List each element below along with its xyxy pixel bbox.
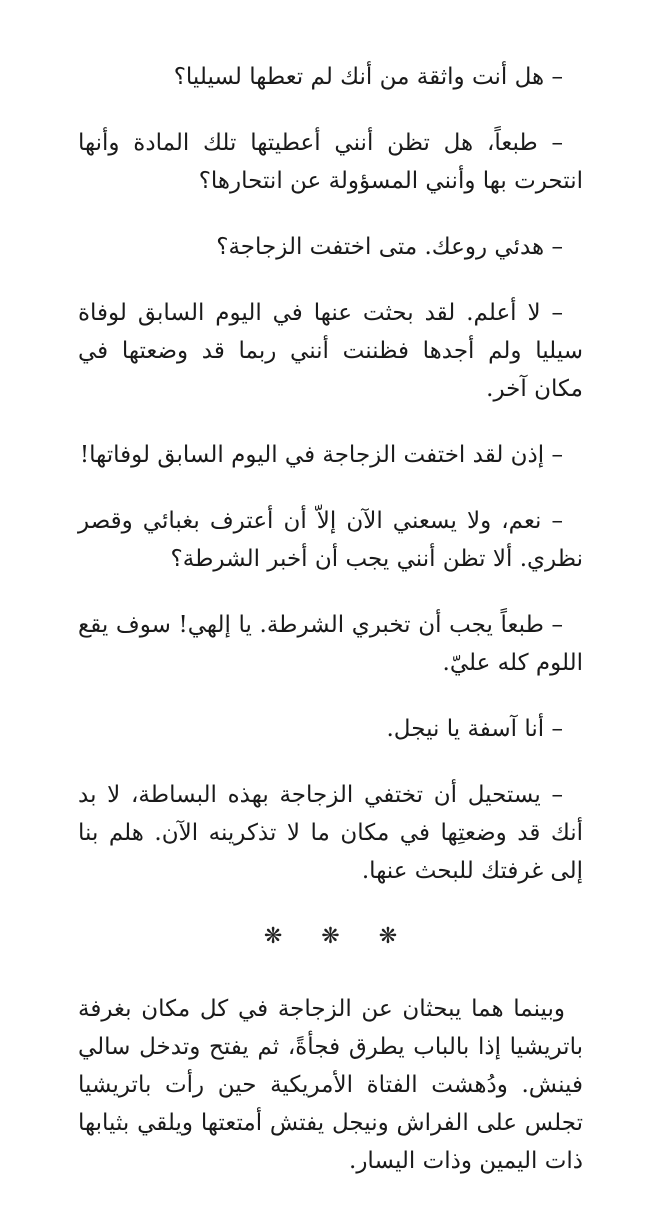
dialogue-line-8: – أنا آسفة يا نيجل. <box>386 716 563 742</box>
dialogue-line-6: – نعم، ولا يسعني الآن إلاّ أن أعترف بغبائي وقصر نظري. ألا تظن أنني يجب أن أخبر الشرطة؟ <box>78 508 583 572</box>
dialogue-line-2: – طبعاً، هل تظن أنني أعطيتها تلك المادة وأنها انتحرت بها وأنني المسؤولة عن انتحارها؟ <box>78 130 583 194</box>
dialogue-line-4: – لا أعلم. لقد بحثت عنها في اليوم السابق لوفاة سيليا ولم أجدها فظننت أنني ربما قد وضعتها في مكان آخر. <box>78 300 583 402</box>
dialogue-line-5: – إذن لقد اختفت الزجاجة في اليوم السابق لوفاتها! <box>79 442 563 468</box>
dialogue-line-1: – هل أنت واثقة من أنك لم تعطها لسيليا؟ <box>173 64 563 90</box>
section-separator: ❋ ❋ ❋ <box>263 924 414 949</box>
page-body <box>78 58 583 1208</box>
dialogue-line-7: – طبعاً يجب أن تخبري الشرطة. يا إلهي! سوف يقع اللوم كله عليّ. <box>78 612 583 676</box>
dialogue-line-9: – يستحيل أن تختفي الزجاجة بهذه البساطة، لا بد أنك قد وضعتِها في مكان ما لا تذكرينه الآن. هلم بنا إلى غرفتك للبحث عنها. <box>78 782 583 884</box>
dialogue-line-3: – هدئي روعك. متى اختفت الزجاجة؟ <box>216 234 563 260</box>
narrative-paragraph: وبينما هما يبحثان عن الزجاجة في كل مكان بغرفة باتريشيا إذا بالباب يطرق فجأةً، ثم يفتح وتدخل سالي فينش. ودُهشت الفتاة الأمريكية حين رأت باتريشيا تجلس على الفراش ونيجل يفتش أمتعتها ويلقي بثيابها ذات اليمين وذات اليسار. <box>78 996 583 1174</box>
